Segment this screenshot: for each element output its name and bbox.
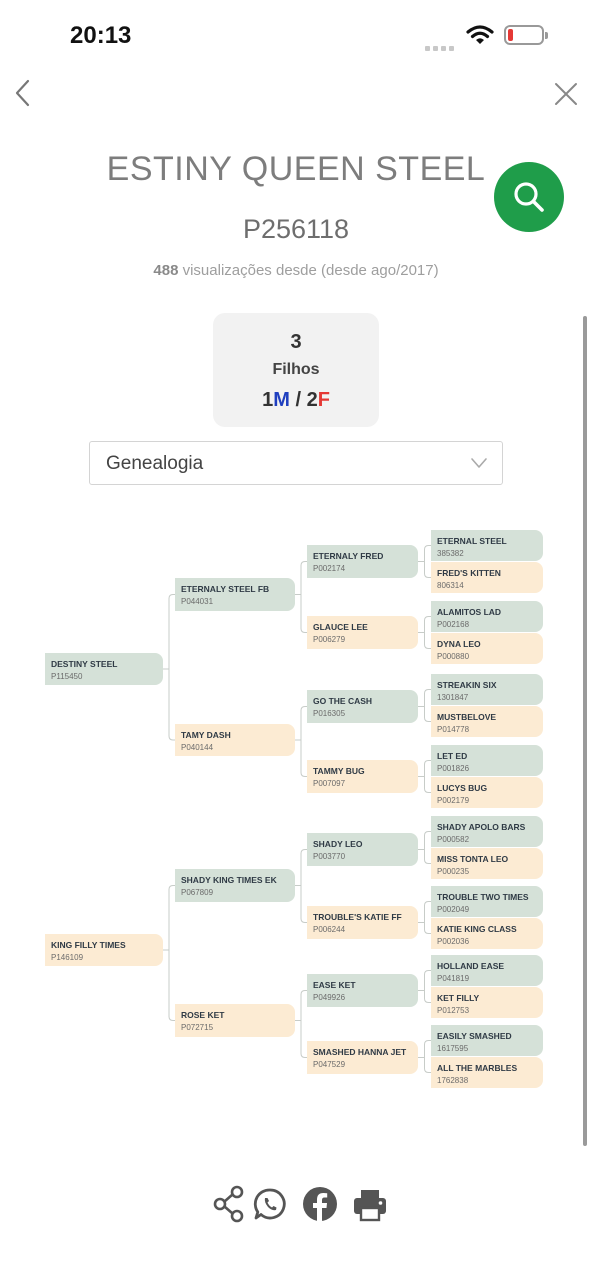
pedigree-node[interactable] [175, 578, 295, 611]
pedigree-node-name: KATIE KING CLASS [437, 924, 517, 934]
pedigree-node-name: EASILY SMASHED [437, 1031, 512, 1041]
pedigree-node-registration: P044031 [181, 597, 214, 606]
pedigree-node-registration: P002174 [313, 564, 346, 573]
pedigree-node-name: DYNA LEO [437, 639, 481, 649]
pedigree-node-name: SHADY LEO [313, 839, 363, 849]
pedigree-node-registration: 806314 [437, 581, 464, 590]
pedigree-node-name: TROUBLE'S KATIE FF [313, 912, 402, 922]
pedigree-node-name: STREAKIN SIX [437, 680, 497, 690]
pedigree-connector [418, 971, 431, 1003]
pedigree-node-registration: P007097 [313, 779, 346, 788]
pedigree-node[interactable] [431, 1025, 543, 1056]
cellular-signal-icon [425, 38, 459, 44]
pedigree-node[interactable] [175, 1004, 295, 1037]
pedigree-node[interactable] [431, 918, 543, 949]
pedigree-connector [418, 617, 431, 649]
animal-registration: P256118 [242, 214, 350, 244]
pedigree-node-registration: P002168 [437, 620, 470, 629]
pedigree-node-registration: 1617595 [437, 1044, 469, 1053]
pedigree-tree [0, 520, 592, 1100]
offspring-label: Filhos [272, 361, 320, 378]
pedigree-node-registration: P000582 [437, 835, 470, 844]
pedigree-node[interactable] [175, 724, 295, 756]
pedigree-node-name: TAMMY BUG [313, 766, 365, 776]
chevron-left-icon [12, 78, 36, 108]
pedigree-node-name: SHADY APOLO BARS [437, 822, 526, 832]
pedigree-node-name: SMASHED HANNA JET [313, 1047, 407, 1057]
pedigree-node-name: MUSTBELOVE [437, 712, 497, 722]
pedigree-node-registration: P003770 [313, 852, 346, 861]
view-select[interactable] [89, 441, 503, 485]
pedigree-node-registration: P049926 [313, 993, 346, 1002]
male-letter: M [273, 389, 290, 411]
battery-icon [504, 25, 544, 45]
pedigree-node-name: LET ED [437, 751, 468, 761]
pedigree-node[interactable] [431, 633, 543, 664]
facebook-button[interactable] [302, 1184, 338, 1229]
facebook-icon [302, 1184, 338, 1224]
status-bar [0, 0, 592, 70]
pedigree-node-name: ETERNALY STEEL FB [181, 584, 270, 594]
pedigree-node[interactable] [431, 1057, 543, 1088]
pedigree-connector [295, 562, 307, 633]
pedigree-node[interactable] [307, 1041, 418, 1074]
pedigree-node-registration: P072715 [181, 1023, 214, 1032]
pedigree-connector [295, 991, 307, 1058]
pedigree-connector [295, 850, 307, 923]
pedigree-node[interactable] [431, 530, 543, 561]
pedigree-connector [418, 761, 431, 793]
pedigree-node-name: ALAMITOS LAD [437, 607, 502, 617]
pedigree-node-registration: P002179 [437, 796, 470, 805]
search-icon [511, 179, 547, 215]
views-info [0, 262, 592, 279]
pedigree-node[interactable] [431, 745, 543, 776]
pedigree-node-registration: P146109 [51, 953, 84, 962]
share-icon [212, 1184, 246, 1224]
pedigree-node[interactable] [307, 974, 418, 1007]
pedigree-node-name: GO THE CASH [313, 696, 373, 706]
pedigree-connector [418, 902, 431, 934]
offspring-card[interactable] [213, 313, 379, 427]
pedigree-node[interactable] [307, 833, 418, 866]
pedigree-node-registration: P067809 [181, 888, 214, 897]
pedigree-node-name: HOLLAND EASE [437, 961, 505, 971]
pedigree-connector [163, 886, 175, 1021]
male-count: 1 [262, 389, 274, 411]
pedigree-node-name: GLAUCE LEE [313, 622, 368, 632]
views-count: 488 [153, 262, 179, 279]
pedigree-node[interactable] [307, 760, 418, 793]
pedigree-node-registration: P002036 [437, 937, 470, 946]
pedigree-node-name: ETERNALY FRED [313, 551, 384, 561]
pedigree-node[interactable] [307, 906, 418, 939]
pedigree-connector [295, 707, 307, 777]
pedigree-node[interactable] [175, 869, 295, 902]
pedigree-node-name: ETERNAL STEEL [437, 536, 507, 546]
pedigree-node[interactable] [431, 674, 543, 705]
pedigree-node[interactable] [307, 545, 418, 578]
pedigree-node[interactable] [431, 706, 543, 737]
pedigree-node[interactable] [431, 562, 543, 593]
share-button[interactable] [212, 1184, 246, 1229]
pedigree-node[interactable] [431, 955, 543, 986]
pedigree-node-registration: P041819 [437, 974, 470, 983]
views-text: visualizações desde [182, 262, 317, 279]
chevron-down-icon [470, 456, 488, 470]
view-select-value: Genealogia [106, 453, 204, 474]
pedigree-node-registration: P040144 [181, 743, 214, 752]
pedigree-node-name: TROUBLE TWO TIMES [437, 892, 529, 902]
share-bar [0, 1184, 592, 1228]
pedigree-node-registration: P006244 [313, 925, 346, 934]
views-since: (desde ago/2017) [321, 262, 439, 279]
pedigree-node-name: SHADY KING TIMES EK [181, 875, 277, 885]
pedigree-node-name: FRED'S KITTEN [437, 568, 501, 578]
pedigree-node[interactable] [45, 653, 163, 685]
pedigree-node[interactable] [431, 601, 543, 632]
pedigree-node[interactable] [307, 690, 418, 723]
pedigree-node-registration: 1762838 [437, 1076, 469, 1085]
print-icon [352, 1184, 388, 1224]
pedigree-node-name: TAMY DASH [181, 730, 231, 740]
pedigree-connector [163, 595, 175, 741]
pedigree-node-name: LUCYS BUG [437, 783, 488, 793]
pedigree-node[interactable] [431, 777, 543, 808]
close-icon [552, 80, 580, 108]
print-button[interactable] [352, 1184, 388, 1229]
offspring-split [213, 389, 379, 412]
pedigree-node[interactable] [431, 848, 543, 879]
scrollbar[interactable] [583, 316, 587, 1146]
wifi-icon [466, 24, 494, 46]
pedigree-connector [418, 546, 431, 578]
pedigree-node-registration: 1301847 [437, 693, 469, 702]
pedigree-node-name: DESTINY STEEL [51, 659, 118, 669]
split-separator: / [289, 389, 307, 411]
pedigree-node[interactable] [431, 886, 543, 917]
pedigree-node-name: ALL THE MARBLES [437, 1063, 518, 1073]
pedigree-node-registration: P000880 [437, 652, 470, 661]
pedigree-node[interactable] [45, 934, 163, 966]
pedigree-node-registration: P000235 [437, 867, 470, 876]
pedigree-node-registration: P014778 [437, 725, 470, 734]
pedigree-node-registration: P002049 [437, 905, 470, 914]
pedigree-node-registration: P016305 [313, 709, 346, 718]
female-count: 2 [306, 389, 318, 411]
pedigree-node-name: ROSE KET [181, 1010, 225, 1020]
pedigree-node-registration: P006279 [313, 635, 346, 644]
pedigree-connector [418, 1041, 431, 1073]
pedigree-connector [418, 690, 431, 722]
female-letter: F [317, 389, 330, 411]
pedigree-node[interactable] [431, 816, 543, 847]
pedigree-node-registration: P012753 [437, 1006, 470, 1015]
pedigree-node-name: KING FILLY TIMES [51, 940, 126, 950]
pedigree-node-registration: P115450 [51, 672, 83, 681]
pedigree-node[interactable] [307, 616, 418, 649]
pedigree-node[interactable] [431, 987, 543, 1018]
pedigree-node-name: MISS TONTA LEO [437, 854, 509, 864]
offspring-count: 3 [290, 331, 302, 353]
whatsapp-icon [252, 1184, 288, 1224]
pedigree-node-registration: P001826 [437, 764, 470, 773]
animal-name: ESTINY QUEEN STEEL [106, 150, 486, 188]
pedigree-connector [418, 832, 431, 864]
pedigree-node-registration: 385382 [437, 549, 464, 558]
pedigree-node-name: KET FILLY [437, 993, 480, 1003]
close-button[interactable] [552, 80, 580, 108]
back-button[interactable] [12, 78, 36, 108]
whatsapp-button[interactable] [252, 1184, 288, 1229]
status-time: 20:13 [70, 22, 132, 49]
pedigree-node-registration: P047529 [313, 1060, 346, 1069]
pedigree-node-name: EASE KET [313, 980, 356, 990]
